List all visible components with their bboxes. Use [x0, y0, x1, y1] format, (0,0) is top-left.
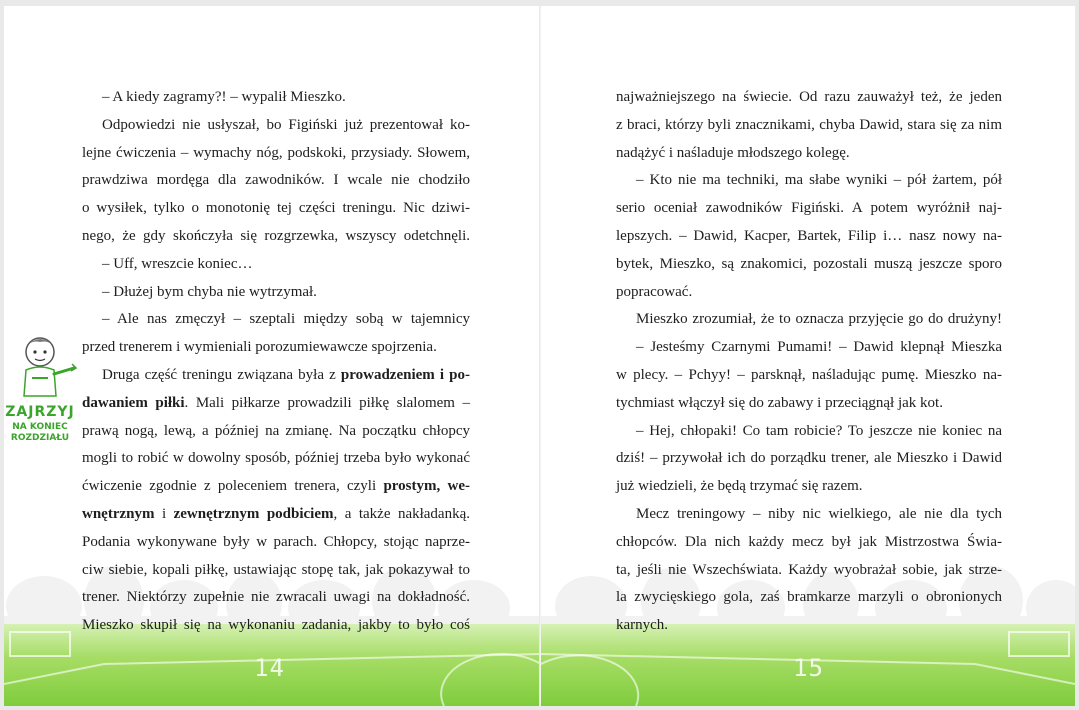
text-line: – Ale nas zmęczył – szeptali między sobą w tajemnicy — [102, 311, 470, 328]
text-line: o wysiłek, tylko o monotonię tej części treningu. Nic dziwi- — [82, 200, 470, 217]
text-line — [82, 362, 470, 390]
text-line: ciw siebie, kopali piłkę, ustawiając stopę tak, jak pokazywał to — [82, 561, 470, 578]
text-line: trener. Niektórzy zupełnie nie zwracali uwagi na dokładność. — [82, 589, 470, 606]
right-page-text — [616, 84, 1002, 640]
page-number-right: 15 — [793, 654, 824, 682]
text-line: prawą nogą, lewą, a później na zmianę. Na początku chłopcy — [82, 422, 470, 439]
page-number-left: 14 — [254, 654, 285, 682]
text-line: – Uff, wreszcie koniec… — [102, 255, 253, 272]
text-line: nego, że gdy skończyła się rozgrzewka, wszyscy odetchnęli. — [82, 227, 470, 244]
text-line: lejne ćwiczenia – wymachy nóg, podskoki, przysiady. Słowem, — [82, 144, 470, 161]
text-line: – Hej, chłopaki! Co tam robicie? To jeszcze nie koniec na — [636, 422, 1002, 439]
text-line: mogli to robić w dowolny sposób, później trzeba było wykonać — [82, 450, 470, 467]
text-line: prawdziwa mordęga dla zawodników. I wcale nie chodziło — [82, 172, 470, 189]
text-line: nadążyć i naśladuje młodszego kolegę. — [616, 144, 850, 161]
badge-subtitle-2: ROZDZIAŁU — [10, 433, 70, 443]
text-line: Odpowiedzi nie usłyszał, bo Figiński już prezentował ko- — [102, 116, 470, 133]
text-line: najważniejszego na świecie. Od razu zauważył też, że jeden — [616, 89, 1002, 105]
text-run: Druga część treningu związana była z — [102, 366, 341, 383]
text-run: , a także nakładanką. — [333, 505, 470, 522]
text-line: z braci, którzy byli znacznikami, chyba Dawid, stara się za nim — [616, 116, 1002, 133]
bold-term: prostym, we- — [383, 478, 471, 495]
text-line: w plecy. – Pchyy! – parsknął, naśladując pumę. Mieszko na- — [616, 366, 1002, 383]
boy-pointing-icon — [14, 334, 78, 404]
badge-title: ZAJRZYJ — [5, 404, 75, 420]
bold-term: dawaniem piłki — [82, 394, 185, 411]
text-line: bytek, Mieszko, są znakomici, pozostali muszą jeszcze sporo — [616, 255, 1002, 272]
text-run: . Mali piłkarze prowadzili piłkę slalomem – — [184, 394, 470, 411]
right-page — [541, 6, 1075, 706]
text-line: serio oceniał zawodników Figiński. A potem wyróżnił naj- — [616, 200, 1002, 217]
text-line: przed trenerem i wymieniali porozumiewawcze spojrzenia. — [82, 339, 437, 356]
text-line — [82, 473, 470, 501]
text-line: Mieszko skupił się na wykonaniu zadania, jakby to było coś — [82, 617, 470, 634]
bold-term: prowadzeniem i po- — [340, 366, 470, 383]
text-line: już wiedzieli, że będą trzymać się razem. — [616, 478, 863, 495]
text-run: i — [154, 505, 174, 522]
text-line: – Kto nie ma techniki, ma słabe wyniki – pół żartem, pół — [636, 172, 1002, 189]
text-line: – A kiedy zagramy?! – wypalił Mieszko. — [102, 89, 346, 105]
book-spread — [4, 6, 1075, 706]
text-line: – Jesteśmy Czarnymi Pumami! – Dawid klepnął Mieszka — [636, 339, 1002, 356]
text-line — [82, 501, 470, 529]
text-line: lepszych. – Dawid, Kacper, Bartek, Filip i… nasz nowy na- — [616, 227, 1002, 244]
left-page — [4, 6, 541, 706]
text-run: ćwiczenie zgodnie z poleceniem trenera, czyli — [82, 478, 384, 495]
text-line: tychmiast włączył się do zabawy i przeciągnął jak kot. — [616, 394, 943, 411]
text-line: Mecz treningowy – niby nic wielkiego, ale nie dla tych — [636, 505, 1002, 522]
left-page-text — [82, 84, 470, 640]
text-line: popracować. — [616, 283, 693, 300]
text-line: dziś! – przywołał ich do porządku trener, ale Mieszko i Dawid — [616, 450, 1002, 467]
badge-subtitle-1: NA KONIEC — [12, 422, 68, 432]
text-line: la zwycięskiego gola, zaś bramkarze marzyli o obronionych — [616, 589, 1002, 606]
text-line: Mieszko zrozumiał, że to oznacza przyjęcie go do drużyny! — [636, 311, 1002, 328]
text-line: ta, jeśli nie Wszechświata. Każdy wyobrażał sobie, jak strze- — [616, 561, 1002, 578]
bold-term: zewnętrznym podbiciem — [173, 505, 334, 522]
text-line: karnych. — [616, 617, 669, 634]
text-line: chłopców. Dla nich każdy mecz był jak Mistrzostwa Świa- — [616, 533, 1002, 550]
text-line: – Dłużej bym chyba nie wytrzymał. — [102, 283, 317, 300]
bold-term: wnętrznym — [82, 505, 155, 522]
text-line: Podania wykonywane były w parach. Chłopcy, stojąc naprze- — [82, 533, 470, 550]
text-line — [82, 390, 470, 418]
